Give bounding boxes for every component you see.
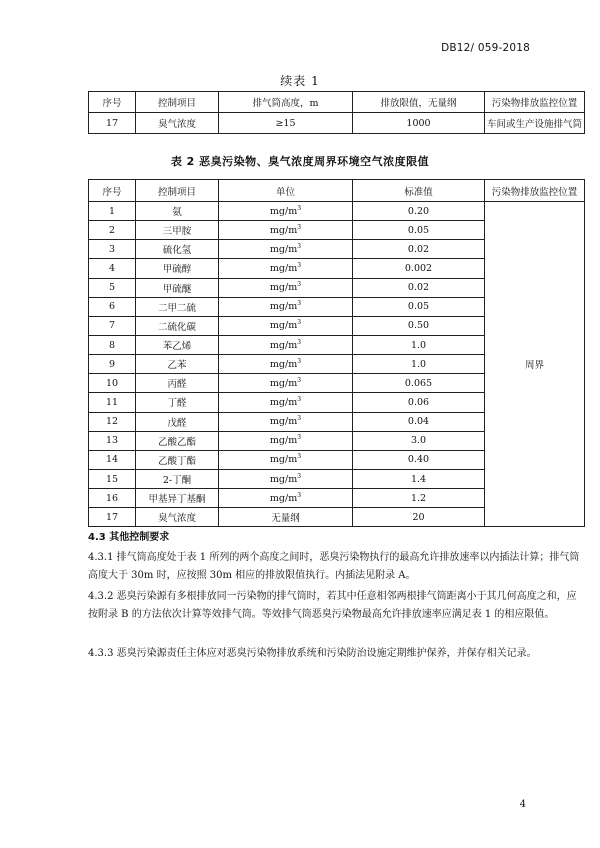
table2-no-cell: 9 [89,355,136,374]
unit-base: mg/m [269,435,298,447]
table1-cell: ≥15 [219,113,353,134]
document-code: DB12/ 059-2018 [441,42,530,54]
unit-superscript: 3 [297,376,302,384]
table2-header-cell: 标准值 [353,180,485,202]
table2-unit-cell [219,278,353,297]
table2-unit-cell: 无量纲 [219,508,353,527]
table2-no-cell: 16 [89,489,136,508]
unit-superscript: 3 [297,491,302,499]
table2-no-cell: 12 [89,412,136,431]
table2-no-cell: 3 [89,240,136,259]
table2-unit-cell [219,202,353,221]
table1-title: 续表 1 [280,74,320,88]
table2-unit-cell [219,355,353,374]
table2-value-cell: 1.0 [353,355,485,374]
table1-header-cell: 污染物排放监控位置 [485,92,585,113]
table2-value-cell: 0.002 [353,259,485,278]
table2 [88,179,585,527]
table2-value-cell: 0.50 [353,316,485,335]
table1-header-row [89,92,585,113]
table2-no-cell: 17 [89,508,136,527]
unit-superscript: 3 [297,434,302,442]
unit-base: mg/m [269,224,298,236]
unit-base: mg/m [269,358,298,370]
table1-header-cell: 控制项目 [136,92,219,113]
unit-superscript: 3 [297,261,302,269]
unit-base: mg/m [269,416,298,428]
table2-no-cell: 13 [89,431,136,450]
table1-header-cell: 序号 [89,92,136,113]
table2-unit-cell [219,259,353,278]
table2-value-cell: 0.04 [353,412,485,431]
table2-item-cell: 甲硫醇 [136,259,219,278]
table2-unit-cell [219,221,353,240]
unit-base: mg/m [269,396,298,408]
table2-header-row [89,180,585,202]
table2-value-cell: 1.2 [353,489,485,508]
table2-item-cell: 戊醛 [136,412,219,431]
table2-unit-cell [219,393,353,412]
table2-item-cell: 三甲胺 [136,221,219,240]
table2-value-cell: 1.0 [353,335,485,354]
table2-item-cell: 2-丁酮 [136,469,219,488]
table2-unit-cell [219,297,353,316]
unit-base: mg/m [269,377,298,389]
table1-header-cell: 排放限值，无量纲 [353,92,485,113]
unit-base: mg/m [269,243,298,255]
table2-value-cell: 0.02 [353,278,485,297]
unit-superscript: 3 [297,357,302,365]
table2-value-cell: 0.05 [353,297,485,316]
unit-superscript: 3 [297,223,302,231]
table2-no-cell: 15 [89,469,136,488]
table2-title: 表 2 恶臭污染物、臭气浓度周界环境空气浓度限值 [170,155,430,168]
unit-base: mg/m [269,320,298,332]
unit-superscript: 3 [297,453,302,461]
unit-superscript: 3 [297,319,302,327]
unit-superscript: 3 [297,204,302,212]
table2-item-cell: 氨 [136,202,219,221]
unit-superscript: 3 [297,414,302,422]
paragraph-4-3-3: 4.3.3 恶臭污染源责任主体应对恶臭污染物排放系统和污染防治设施定期维护保养，并保存相关记录。 [88,648,537,659]
table2-unit-cell [219,489,353,508]
table2-header-cell: 单位 [219,180,353,202]
paragraph-4-3-1: 4.3.1 排气筒高度处于表 1 所列的两个高度之间时，恶臭污染物执行的最高允许排放速率以内插法计算；排气筒高度大于 30m 时，应按照 30m 相应的排放限值执行。内插法见附录 A。 [88,552,580,581]
table2-no-cell: 5 [89,278,136,297]
table2-unit-cell [219,412,353,431]
section-heading: 4.3 其他控制要求 [88,532,170,543]
unit-superscript: 3 [297,280,302,288]
table2-value-cell: 0.20 [353,202,485,221]
table2-unit-cell [219,316,353,335]
table2-unit-cell [219,374,353,393]
table2-value-cell: 0.06 [353,393,485,412]
table2-location-cell: 周界 [485,202,585,527]
table2-value-cell: 0.40 [353,450,485,469]
table2-value-cell: 1.4 [353,469,485,488]
table2-value-cell: 20 [353,508,485,527]
unit-base: mg/m [269,473,298,485]
unit-superscript: 3 [297,242,302,250]
table2-unit-cell [219,431,353,450]
table2-unit-cell [219,469,353,488]
table1-cell: 臭气浓度 [136,113,219,134]
unit-base: mg/m [269,339,298,351]
table2-value-cell: 3.0 [353,431,485,450]
table1-cell: 17 [89,113,136,134]
table2-value-cell: 0.065 [353,374,485,393]
unit-base: mg/m [269,262,298,274]
table2-no-cell: 10 [89,374,136,393]
table2-item-cell: 乙酸乙酯 [136,431,219,450]
table2-value-cell: 0.05 [353,221,485,240]
table2-no-cell: 8 [89,335,136,354]
table2-item-cell: 苯乙烯 [136,335,219,354]
table2-row [89,202,585,221]
table2-item-cell: 丙醛 [136,374,219,393]
unit-base: mg/m [269,282,298,294]
paragraph-4-3-2: 4.3.2 恶臭污染源有多根排放同一污染物的排气筒时，若其中任意相邻两根排气筒距离小于其几何高度之和，应按附录 B 的方法依次计算等效排气筒。等效排气筒恶臭污染物最高允许排放速率应满足表 1 的相应限值。 [88,591,577,620]
table1-header-cell: 排气筒高度，m [219,92,353,113]
table2-no-cell: 4 [89,259,136,278]
table2-item-cell: 臭气浓度 [136,508,219,527]
table2-item-cell: 二硫化碳 [136,316,219,335]
table2-item-cell: 甲基异丁基酮 [136,489,219,508]
table1-cell: 1000 [353,113,485,134]
table2-no-cell: 7 [89,316,136,335]
table2-item-cell: 乙酸丁酯 [136,450,219,469]
unit-base: mg/m [269,205,298,217]
table2-item-cell: 二甲二硫 [136,297,219,316]
table2-item-cell: 硫化氢 [136,240,219,259]
table2-header-cell: 污染物排放监控位置 [485,180,585,202]
unit-base: mg/m [269,454,298,466]
table2-header-cell: 序号 [89,180,136,202]
table2-item-cell: 甲硫醚 [136,278,219,297]
unit-superscript: 3 [297,338,302,346]
table2-unit-cell [219,240,353,259]
table2-item-cell: 乙苯 [136,355,219,374]
table2-no-cell: 2 [89,221,136,240]
table2-item-cell: 丁醛 [136,393,219,412]
table1 [88,91,585,134]
table2-unit-cell [219,335,353,354]
table2-no-cell: 6 [89,297,136,316]
unit-superscript: 3 [297,395,302,403]
table2-value-cell: 0.02 [353,240,485,259]
unit-superscript: 3 [297,472,302,480]
table2-no-cell: 14 [89,450,136,469]
unit-base: mg/m [269,492,298,504]
table1-row [89,113,585,134]
table2-no-cell: 1 [89,202,136,221]
table2-no-cell: 11 [89,393,136,412]
unit-base: mg/m [269,301,298,313]
unit-superscript: 3 [297,300,302,308]
table1-cell: 车间或生产设施排气筒 [485,113,585,134]
table2-header-cell: 控制项目 [136,180,219,202]
table2-unit-cell [219,450,353,469]
page-number: 4 [519,799,526,810]
